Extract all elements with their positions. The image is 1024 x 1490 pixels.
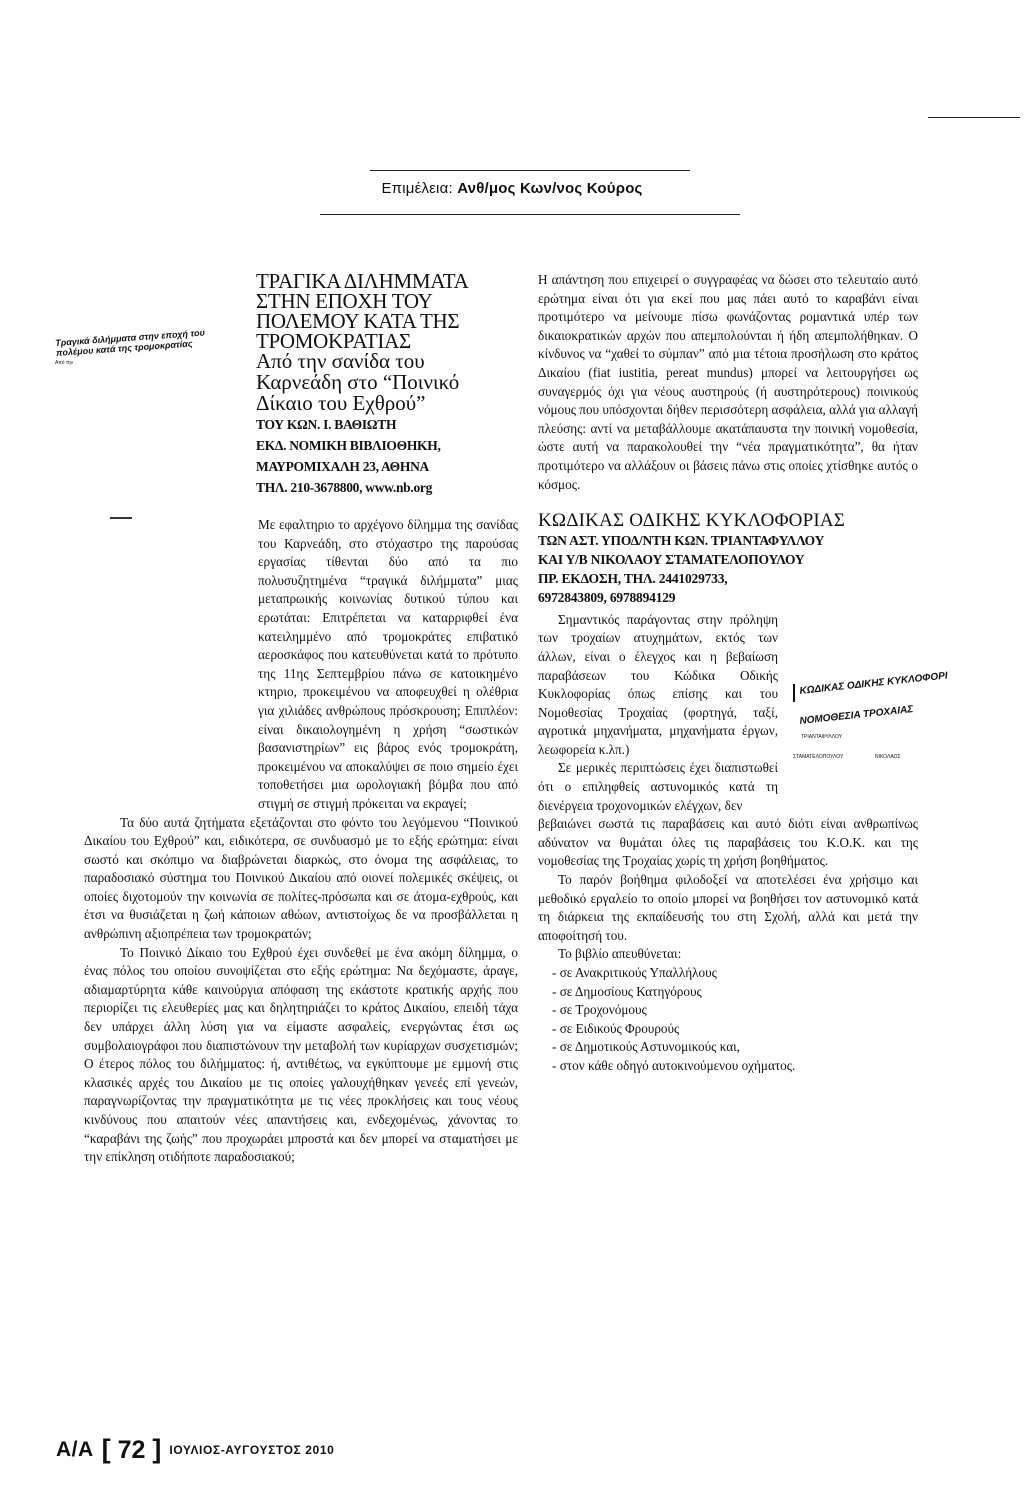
list-item: - σε Τροχονόμους (552, 1002, 647, 1018)
book1-title-line: ΤΡΑΓΙΚΑ ΔΙΛΗΜΜΑΤΑ (256, 269, 469, 293)
book1-author: ΤΟΥ ΚΩΝ. Ι. ΒΑΘΙΩΤΗ (256, 417, 397, 432)
page-number-box: [ 72 ] (101, 1434, 162, 1464)
review-paragraph: Το Ποινικό Δίκαιο του Εχθρού έχει συνδεθεί με ένα ακόμη δίλημμα, ο ένας πόλος του οποίου συνοψίζεται στο εξής ερώτημα: Να δεχόμαστε, άραγε, αδιαμαρτύρητα κάθε καινούργια απόφαση της εκάστοτε κρατικής αρχής που περιορίζει τις ελευθερίες μας και δηλητηριάζει το κράτος Δικαίου, επειδή τάχα δεν υπάρχει άλλη λύση για να είμαστε ασφαλείς, ενεργώντας έτσι ως συμβολαιογράφοι που διαπιστώνουν την μεταβολή των κυρίαρχων συσχετισμών; Ο έτερος πόλος του διλήμματος: ή, αντιθέτως, να εγκύπτουμε με εμμονή στις κλασικές αρχές του Δικαίου με τις οποίες γαλουχήθηκαν γενεές επί γενεών, παραγνωρίζοντας την πραγματικότητα με τις νέες προκλήσεις και τους νέους κινδύνους που απαιτούν νέες απαντήσεις και, ενδεχομένως, χάνοντας το “καραβάνι της ζωής” που προχωράει μπροστά και δεν μπορεί να σταματήσει με την επίκληση οτιδήποτε παραδοσιακού; (84, 944, 518, 1165)
right-column (538, 271, 918, 1076)
book2-meta (538, 531, 918, 607)
magazine-name: Α/Α (56, 1437, 94, 1461)
book1-title-line: ΠΟΛΕΜΟΥ ΚΑΤΑ ΤΗΣ (256, 309, 460, 333)
book2-edition: ΠΡ. ΕΚΔΟΣΗ, ΤΗΛ. 2441029733, (538, 570, 728, 586)
editor-underline (320, 214, 740, 215)
issue-date: ΙΟΥΛΙΟΣ-ΑΥΓΟΥΣΤΟΣ 2010 (169, 1442, 335, 1457)
book2-authors: ΤΩΝ ΑΣΤ. ΥΠΟΔ/ΝΤΗ ΚΩΝ. ΤΡΙΑΝΤΑΦΥΛΛΟΥ (538, 532, 825, 548)
editor-credit (0, 180, 1024, 197)
editor-name: Ανθ/μος Κων/νος Κούρος (457, 180, 643, 197)
page-number: 72 (117, 1436, 146, 1464)
book2-paragraph: Σημαντικός παράγοντας στην πρόληψη των τροχαίων ατυχημάτων, εκτός των άλλων, είναι ο έλεγχος και η βεβαίωση παραβάσεων του Κώδικα Οδικής Κυκλοφορίας όπως επίσης και του Νομοθεσίας Τροχαίας (φορτηγά, ταξί, αγροτικά μηχανήματα, μηχανήματα έργων, λεωφορεία κ.λπ.) (538, 611, 778, 757)
book2-paragraph: Σε μερικές περιπτώσεις έχει διαπιστωθεί ότι ο επιληφθείς αστυνομικός κατά τη διενέργεια τροχονομικών ελέγχων, δεν (538, 760, 778, 813)
book1-review-body (84, 516, 518, 1167)
book2-paragraph: βεβαιώνει σωστά τις παραβάσεις και αυτό διότι είναι ανθρωπίνως αδύνατον να θυμάται όλες τις παραβάσεις του Κ.Ο.Κ. και της νομοθεσίας της Τροχαίας χωρίς τη χρήση βοηθήματος. (538, 816, 918, 869)
page-footer (56, 1434, 334, 1465)
book1-conclusion: Η απάντηση που επιχειρεί ο συγγραφέας να δώσει στο τελευταίο αυτό ερώτημα είναι ότι για εκεί που μας πάει αυτό το καραβάνι είναι προτιμότερο να μείνουμε πίσω φωνάζοντας ρομαντικά υπέρ των δικαιοκρατικών αρχών που απεμπολούνται ή ήδη απεμπολήθηκαν. Ο κίνδυνος να “χαθεί το σύμπαν” από μια τέτοια προσήλωση στο κράτος Δικαίου (fiat iustitia, pereat mundus) μπορεί να λειτουργήσει ως συναγερμός όχι για νέους αυστηρούς (ή αυστηρότερους) ποινικούς νόμους που υπόσχονται δήθεν περισσότερη ασφάλεια, αλλά για αλλαγή πλεύσης: αντί να μεταβάλλουμε ακατάπαυστα την ποινική νομοθεσία, ώστε αυτή να παρακολουθεί την “νέα πραγματικότητα”, θα ήταν προτιμότερο να αλλάξουν οι βάσεις πάνω στις οποίες χτίσθηκε αυτός ο κόσμος. (538, 272, 918, 492)
book1-title (256, 271, 518, 351)
cover2-subtitle: ΝΟΜΟΘΕΣΙΑ ΤΡΟΧΑΙΑΣ (799, 704, 914, 727)
list-item: - σε Δημοσίους Κατηγόρους (552, 983, 702, 999)
book1-header (256, 271, 518, 498)
cover2-author: ΣΤΑΜΑΤΕΛΟΠΟΥΛΟΥ (793, 754, 844, 760)
cover2-title: ΚΩΔΙΚΑΣ ΟΔΙΚΗΣ ΚΥΚΛΟΦΟΡΙ (799, 670, 949, 697)
list-item: - σε Ανακριτικούς Υπαλλήλους (552, 965, 717, 980)
review-paragraph: Με εφαλτηριο το αρχέγονο δίλημμα της σανίδας του Καρνεάδη, στο στόχαστρο της παρούσας εργασίας τίθενται δύο από τα πιο πολυσυζητημένα “τραγικά διλήμματα” μιας μεταπρωικής κοινωνίας δυτικού τύπου και ερωτάται: Επιτρέπεται να καταρριφθεί ένα κατειλημμένο από τρομοκράτες επιβατικό αεροσκάφος που κατευθύνεται κατά το πρότυπο της 11ης Σεπτεμβρίου πάνω σε κατοικημένο κτηριο, προκειμένου να αποφευχθεί η ολέθρια για χιλιάδες ανθρώπους πρόσκρουση; Επιπλέον: είναι δικαιολογημένη η χρήση “σωστικών βασανιστηρίων” εις βάρος ενός τρομοκράτη, προκειμένου να αποκαλύψει σε ποιο σημείο έχει τοποθετήσει μια ωρολογιακή βόμβα που από στιγμή σε στιγμή πρόκειται να εκραγεί; (258, 517, 518, 811)
book1-address: ΜΑΥΡΟΜΙΧΑΛΗ 23, ΑΘΗΝΑ (256, 459, 429, 474)
book2-authors: ΚΑΙ Υ/Β ΝΙΚΟΛΑΟΥ ΣΤΑΜΑΤΕΛΟΠΟΥΛΟΥ (538, 551, 805, 567)
cover2-author: ΝΙΚΟΛΑΟΣ (875, 754, 901, 760)
book1-subtitle-line: Καρνεάδη στο “Ποινικό (256, 370, 460, 394)
book1-publisher: ΕΚΔ. ΝΟΜΙΚΗ ΒΙΒΛΙΟΘΗΚΗ, (256, 438, 441, 453)
book2-cover-thumbnail (793, 670, 949, 774)
book1-title-line: ΣΤΗΝ ΕΠΟΧΗ ΤΟΥ (256, 289, 433, 313)
book1-subtitle (256, 351, 518, 414)
review-paragraph: Τα δύο αυτά ζητήματα εξετάζονται στο φόντο του λεγόμενου “Ποινικού Δικαίου του Εχθρού” και, ειδικότερα, σε συνδυασμό με το εξής ερώτημα: είναι σωστό και σκόπιμο να διαβρώνεται διαρκώς, στο όνομα της ασφάλειας, το παραδοσιακό σύστημα του Ποινικού Δικαίου από οιονεί πολεμικές σκέψεις, οι οποίες διχοτομούν την κοινωνία σε πολίτες-πρόσωπα και σε άτομα-εχθρούς, και έτσι να θυσιάζεται η ζωή κάποιων αθώων, αντιστοίχως δε να προσβάλλεται η ανθρώπινη αξιοπρέπεια των τρομοκρατών; (84, 814, 518, 942)
book2-audience-list (538, 964, 918, 1076)
book2-paragraph: Το παρόν βοήθημα φιλοδοξεί να αποτελέσει ένα χρήσιμο και μεθοδικό εργαλείο το οποίο μπορεί να βοηθήσει τον αστυνομικό κατά τη διάρκεια της εκπαίδευσής του στη Σχολή, αλλά και μετά την αποφοίτησή του. (538, 872, 918, 943)
list-item: - σε Δημοτικούς Αστυνομικούς και, (552, 1039, 740, 1055)
list-item: - σε Ειδικούς Φρουρούς (552, 1020, 680, 1036)
book1-contact: ΤΗΛ. 210-3678800, www.nb.org (256, 480, 433, 495)
book1-subtitle-line: Δίκαιο του Εχθρού” (256, 391, 426, 415)
editor-label: Επιμέλεια: (381, 180, 453, 197)
top-rule-short (928, 117, 1020, 118)
book-cover-thumbnail (55, 327, 206, 378)
list-item: - στον κάθε οδηγό αυτοκινούμενου οχήματος. (552, 1057, 796, 1073)
book1-title-line: ΤΡΟΜΟΚΡΑΤΙΑΣ (256, 329, 411, 353)
book2-audience-intro: Το βιβλίο απευθύνεται: (558, 946, 682, 962)
book2-phones: 6972843809, 6978894129 (538, 589, 676, 605)
cover2-author: ΤΡΙΑΝΤΑΦΥΛΛΟΥ (801, 734, 843, 740)
book1-meta (256, 414, 518, 498)
cover-author: Από την (55, 360, 74, 366)
book2-title: ΚΩΔΙΚΑΣ ΟΔΙΚΗΣ ΚΥΚΛΟΦΟΡΙΑΣ (538, 510, 846, 532)
cover-bar (793, 684, 795, 702)
cover-title: Τραγικά διλήμματα στην εποχή του πολέμου κατά της τρομοκρατίας (55, 327, 206, 358)
book1-subtitle-line: Από την σανίδα του (256, 349, 425, 373)
top-rule-long (370, 170, 690, 171)
